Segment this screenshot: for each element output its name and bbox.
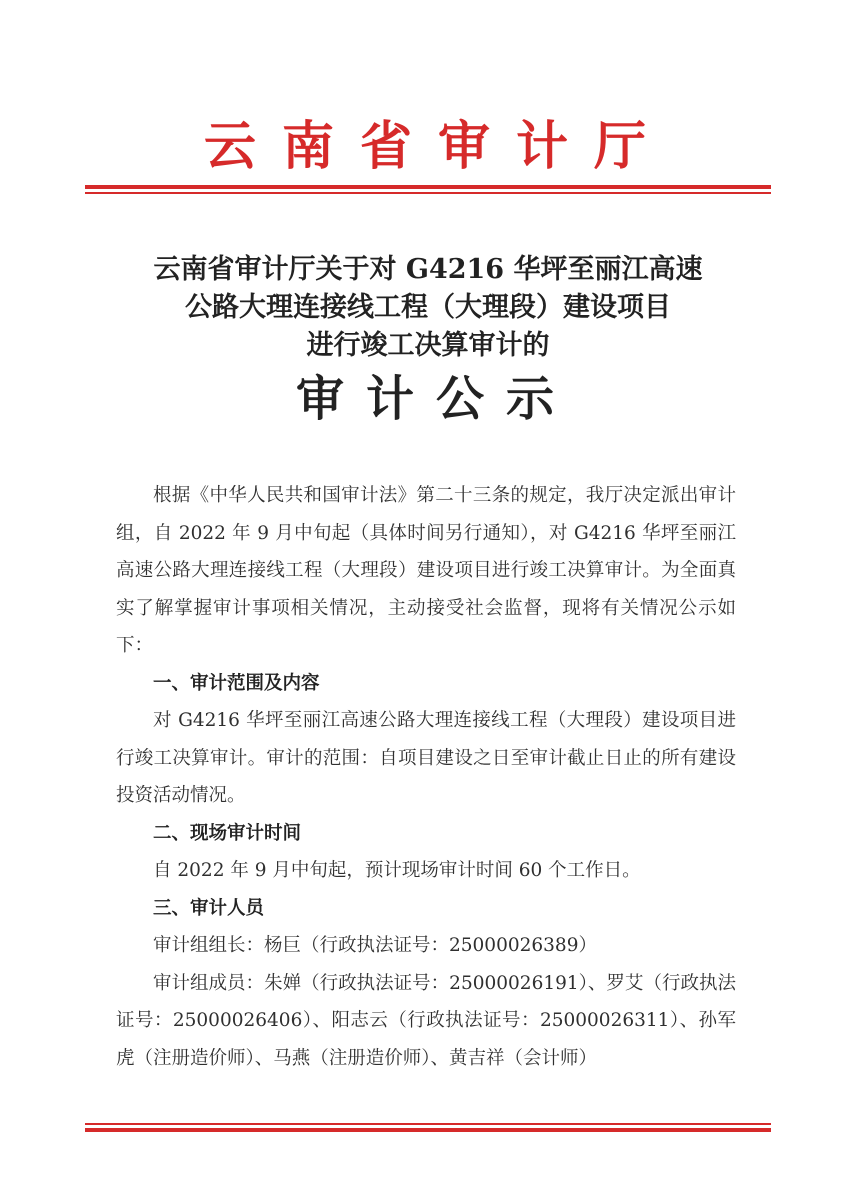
notice-body <box>116 477 736 1077</box>
section-heading-scope: 一、审计范围及内容 <box>153 672 320 694</box>
team-leader-paragraph: 审计组组长：杨巨（行政执法证号：25000026389） <box>153 935 597 956</box>
scope-paragraph: 对 G4216 华坪至丽江高速公路大理连接线工程（大理段）建设项目进行竣工决算审计。审计的范围：自项目建设之日至审计截止日止的所有建设投资活动情况。 <box>116 710 736 806</box>
footer-divider-thin <box>85 1123 771 1125</box>
section-heading-personnel: 三、审计人员 <box>153 897 265 919</box>
intro-paragraph: 根据《中华人民共和国审计法》第二十三条的规定，我厅决定派出审计组，自 2022 年 9 月中旬起（具体时间另行通知），对 G4216 华坪至丽江高速公路大理连接线工程（大理段）建设项目进行竣工决算审计。为全面真实了解掌握审计事项相关情况，主动接受社会监督，现将有关情况公示如下： <box>116 485 736 656</box>
footer-divider-thick <box>85 1128 771 1132</box>
agency-letterhead-title: 云南省审计厅 <box>203 116 672 177</box>
notice-title <box>85 251 771 365</box>
letterhead-divider-thin <box>85 192 771 194</box>
onsite-time-paragraph: 自 2022 年 9 月中旬起，预计现场审计时间 60 个工作日。 <box>153 860 641 881</box>
notice-title-line-1: 云南省审计厅关于对 G4216 华坪至丽江高速 <box>153 254 703 285</box>
notice-title-line-2: 公路大理连接线工程（大理段）建设项目 <box>185 292 671 323</box>
letterhead-divider-thick <box>85 185 771 189</box>
team-members-paragraph: 审计组成员：朱婵（行政执法证号：25000026191）、罗艾（行政执法证号：25000026406）、阳志云（行政执法证号：25000026311）、孙军虎（注册造价师）、马燕（注册造价师）、黄吉祥（会计师） <box>116 972 736 1069</box>
notice-title-line-3: 进行竣工决算审计的 <box>306 330 550 361</box>
section-heading-onsite-time: 二、现场审计时间 <box>153 822 302 844</box>
notice-heading: 审计公示 <box>295 371 576 427</box>
